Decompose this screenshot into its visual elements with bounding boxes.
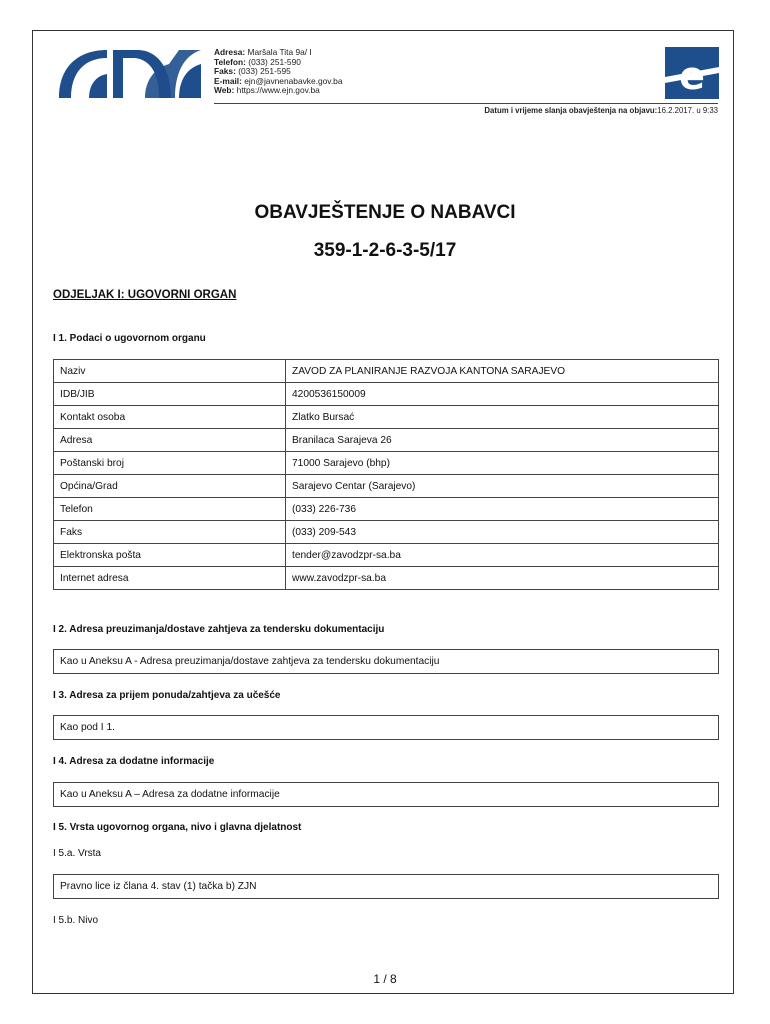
table-cell-value: Sarajevo Centar (Sarajevo) <box>286 475 719 498</box>
table-cell-value: Branilaca Sarajeva 26 <box>286 429 719 452</box>
table-row <box>54 567 719 590</box>
table-row <box>54 360 719 383</box>
table-cell-label: Poštanski broj <box>54 452 286 475</box>
table-cell-label: Telefon <box>54 498 286 521</box>
table-cell-label: Elektronska pošta <box>54 544 286 567</box>
section-heading: ODJELJAK I: UGOVORNI ORGAN <box>53 289 237 301</box>
i3-value-box: Kao pod I 1. <box>53 715 719 740</box>
i3-heading: I 3. Adresa za prijem ponuda/zahtjeva za učešće <box>53 690 281 701</box>
header-divider <box>214 103 718 104</box>
datum-value: 16.2.2017. u 9:33 <box>657 106 718 115</box>
telefon-label: Telefon: <box>214 56 246 67</box>
faks-value: (033) 251-595 <box>238 66 291 77</box>
table-cell-label: Naziv <box>54 360 286 383</box>
i5-heading: I 5. Vrsta ugovornog organa, nivo i glavna djelatnost <box>53 822 302 833</box>
table-row <box>54 475 719 498</box>
table-cell-value: www.zavodzpr-sa.ba <box>286 567 719 590</box>
table-row <box>54 406 719 429</box>
table-row <box>54 452 719 475</box>
table-cell-value: tender@zavodzpr-sa.ba <box>286 544 719 567</box>
table-row <box>54 521 719 544</box>
table-row <box>54 498 719 521</box>
table-cell-label: Adresa <box>54 429 286 452</box>
i4-heading: I 4. Adresa za dodatne informacije <box>53 756 215 767</box>
faks-label: Faks: <box>214 66 236 77</box>
table-cell-value: 71000 Sarajevo (bhp) <box>286 452 719 475</box>
i2-value-box: Kao u Aneksu A - Adresa preuzimanja/dostave zahtjeva za tendersku dokumentaciju <box>53 649 719 674</box>
table-cell-value: ZAVOD ZA PLANIRANJE RAZVOJA KANTONA SARAJEVO <box>286 360 719 383</box>
contact-block <box>214 48 342 96</box>
i1-heading: I 1. Podaci o ugovornom organu <box>53 333 206 344</box>
page-number: 1 / 8 <box>373 972 397 986</box>
badge-letter: e <box>679 54 705 98</box>
ejn-logo <box>59 46 201 98</box>
table-cell-value: Zlatko Bursać <box>286 406 719 429</box>
adresa-label: Adresa: <box>214 47 246 57</box>
email-value[interactable]: ejn@javnenabavke.gov.ba <box>244 75 343 86</box>
web-value[interactable]: https://www.ejn.gov.ba <box>236 85 320 96</box>
e-badge-icon <box>665 47 719 99</box>
i2-heading: I 2. Adresa preuzimanja/dostave zahtjeva za tendersku dokumentaciju <box>53 624 385 635</box>
table-cell-label: Faks <box>54 521 286 544</box>
table-cell-value: (033) 209-543 <box>286 521 719 544</box>
table-cell-label: Kontakt osoba <box>54 406 286 429</box>
adresa-value: Maršala Tita 9a/ I <box>247 47 312 57</box>
i5a-value-box: Pravno lice iz člana 4. stav (1) tačka b) ZJN <box>53 874 719 899</box>
table-row <box>54 544 719 567</box>
email-label: E-mail: <box>214 75 242 86</box>
datum-line <box>214 106 718 115</box>
i5a-label: I 5.a. Vrsta <box>53 848 101 859</box>
table-cell-value: 4200536150009 <box>286 383 719 406</box>
table-row <box>54 429 719 452</box>
table-cell-label: Internet adresa <box>54 567 286 590</box>
table-cell-label: IDB/JIB <box>54 383 286 406</box>
i4-value-box: Kao u Aneksu A – Adresa za dodatne informacije <box>53 782 719 807</box>
table-cell-value: (033) 226-736 <box>286 498 719 521</box>
contracting-authority-table <box>53 359 719 590</box>
document-title: OBAVJEŠTENJE O NABAVCI <box>254 202 516 223</box>
telefon-value: (033) 251-590 <box>248 56 301 67</box>
table-row <box>54 383 719 406</box>
datum-label: Datum i vrijeme slanja obavještenja na objavu: <box>484 106 658 115</box>
document-number: 359-1-2-6-3-5/17 <box>313 240 457 261</box>
web-label: Web: <box>214 85 235 96</box>
table-cell-label: Općina/Grad <box>54 475 286 498</box>
logo-text: ejn <box>59 46 61 47</box>
i5b-label: I 5.b. Nivo <box>53 915 99 926</box>
